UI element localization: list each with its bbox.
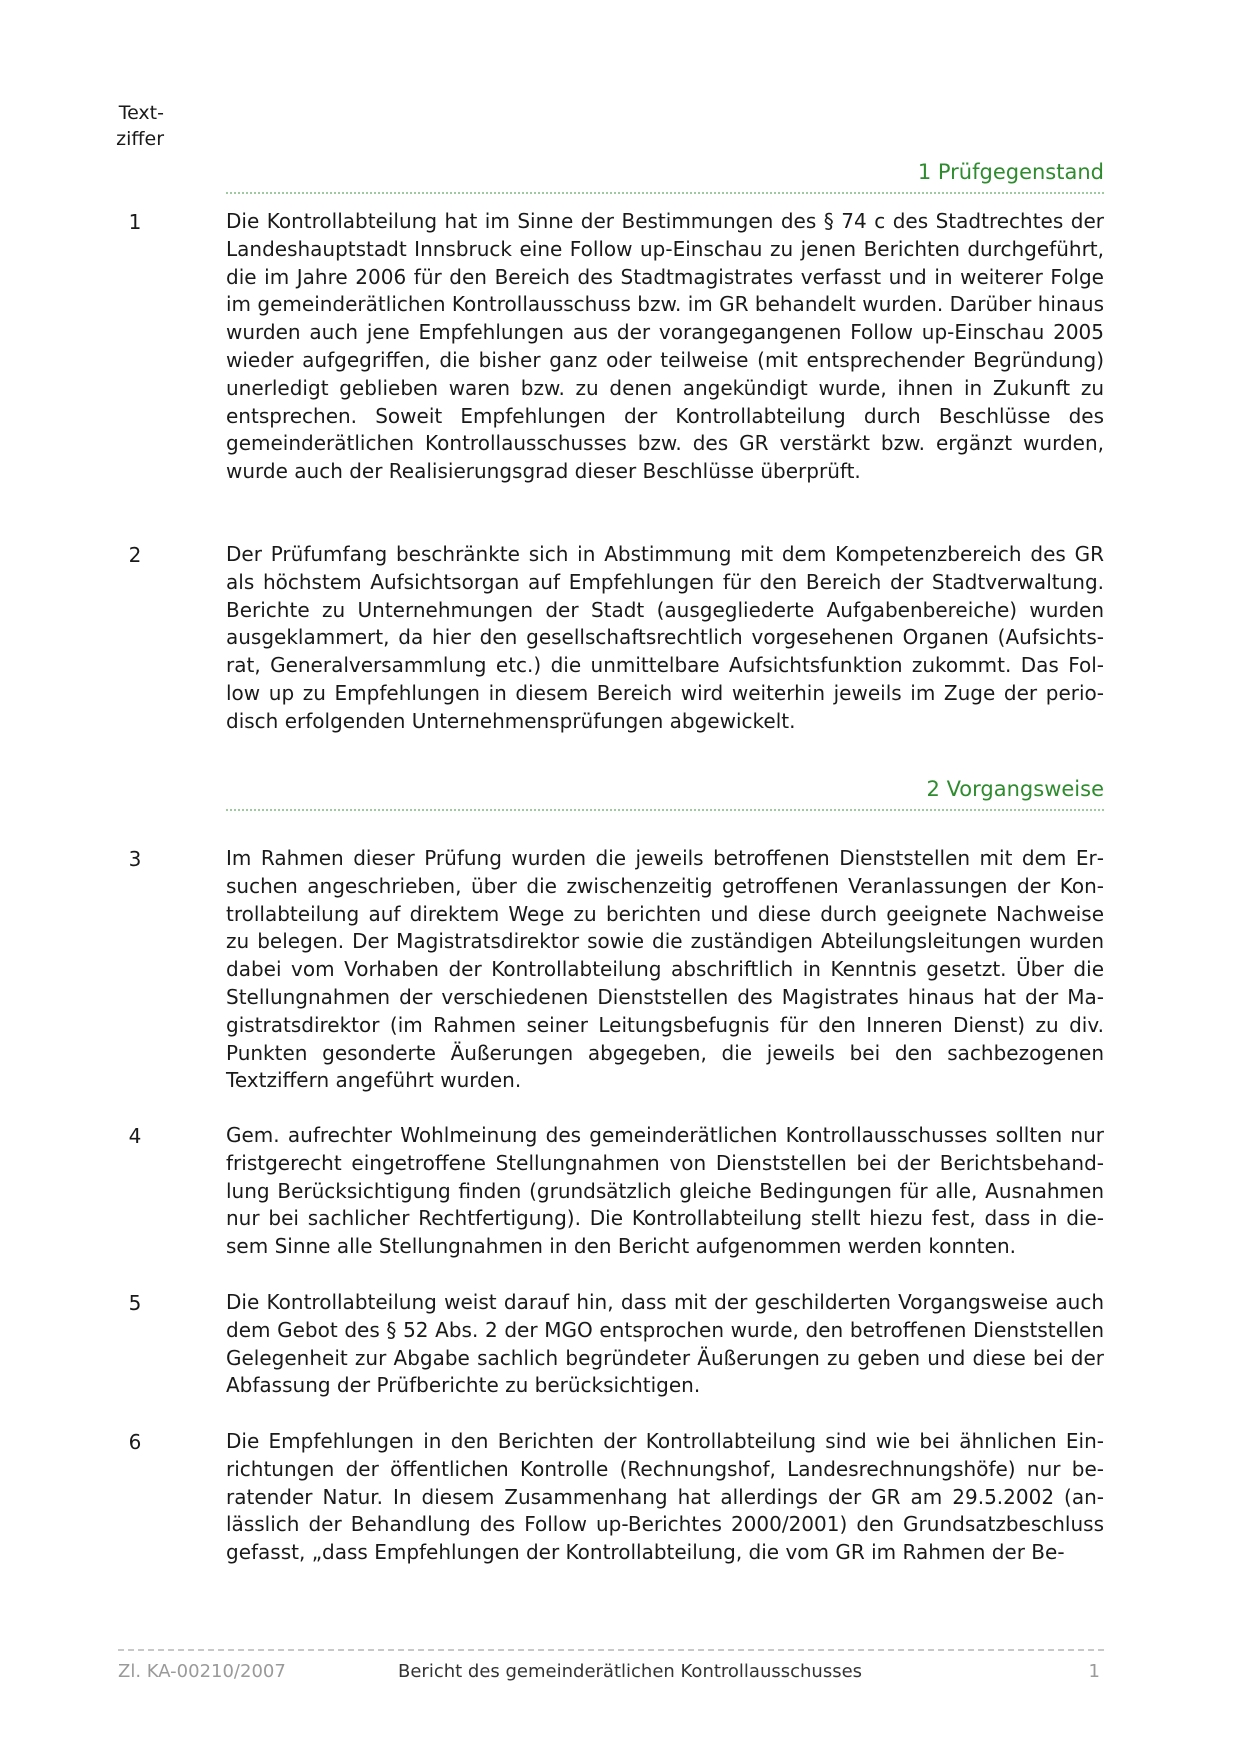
page-footer	[118, 1658, 1104, 1686]
report-title: Bericht des gemeinderätlichen Kontrollausschusses	[398, 1661, 863, 1682]
paragraph-number: 1	[128, 210, 142, 234]
paragraph-text: Die Kontrollabteilung hat im Sinne der Bestimmungen des § 74 c des Stadtrechtes der Landeshauptstadt Innsbruck eine Follow up-Einschau zu jenen Berichten durchgeführt, die im Jahre 2006 für den Bereich des Stadtmagistrates verfasst und in weiterer Folge im gemeinderätlichen Kontrollausschuss bzw. im GR behandelt wurden. Darüber hinaus wurden auch jene Empfehlungen aus der vorangegangenen Follow up-Einschau 2005 wieder aufgegriffen, die bisher ganz oder teilweise (mit entsprechender Begründung) unerledigt geblieben waren bzw. zu denen angekündigt wurde, ihnen in Zukunft zu entsprechen. Soweit Empfehlungen der Kontrollabteilung durch Beschlüsse des gemeinderätlichen Kontrollausschusses bzw. des GR verstärkt bzw. ergänzt wurden, wurde auch der Realisierungsgrad dieser Beschlüsse überprüft.	[226, 209, 1104, 484]
paragraph-text: Die Empfehlungen in den Berichten der Kontrollabteilung sind wie bei ähnlichen Einrichtungen der öffentlichen Kontrolle (Rechnungshof, Landesrechnungshöfe) nur beratender Natur. In diesem Zusammenhang hat allerdings der GR am 29.5.2002 (anlässlich der Behandlung des Follow up-Berichtes 2000/2001) den Grundsatzbeschluss gefasst, „dass Empfehlungen der Kontrollabteilung, die vom GR im Rahmen der Be-	[226, 1429, 1104, 1565]
paragraph-text: Im Rahmen dieser Prüfung wurden die jeweils betroffenen Dienststellen mit dem Ersuchen angeschrieben, über die zwischenzeitig getroffenen Veranlassungen der Kontrollabteilung auf direktem Wege zu berichten und diese durch geeignete Nachweise zu belegen. Der Magistratsdirektor sowie die zuständigen Abteilungsleitungen wurden dabei vom Vorhaben der Kontrollabteilung abschriftlich in Kenntnis gesetzt. Über die Stellungnahmen der verschiedenen Dienststellen des Magistrates hinaus hat der Magistratsdirektor (im Rahmen seiner Leitungsbefugnis für den Inneren Dienst) zu div. Punkten gesonderte Äußerungen abgegeben, die jeweils bei den sachbezogenen Textziffern angeführt wurden.	[226, 846, 1104, 1093]
paragraph-number: 4	[128, 1124, 142, 1148]
paragraph-number: 5	[128, 1291, 142, 1315]
paragraph-number: 2	[128, 543, 142, 567]
margin-column-header	[104, 100, 164, 152]
paragraph-number: 3	[128, 847, 142, 871]
document-reference: Zl. KA-00210/2007	[118, 1661, 286, 1682]
paragraph-text: Die Kontrollabteilung weist darauf hin, dass mit der geschilderten Vorgangsweise auch dem Gebot des § 52 Abs. 2 der MGO entsprochen wurde, den betroffenen Dienststellen Gelegenheit zur Abgabe sachlich begründeter Äußerungen zu geben und diese bei der Abfassung der Prüfberichte zu berücksichtigen.	[226, 1290, 1104, 1398]
section-heading-pruefgegenstand: 1 Prüfgegenstand	[226, 158, 1104, 194]
footer-divider	[118, 1649, 1104, 1651]
paragraph-text: Der Prüfumfang beschränkte sich in Abstimmung mit dem Kompetenzbereich des GR als höchstem Aufsichtsorgan auf Empfehlungen für den Bereich der Stadtverwaltung. Berichte zu Unternehmungen der Stadt (ausgegliederte Aufgabenbereiche) wurden ausgeklammert, da hier den gesellschaftsrechtlich vorgesehenen Organen (Aufsichtsrat, Generalversammlung etc.) die unmittelbare Aufsichtsfunktion zukommt. Das Follow up zu Empfehlungen in diesem Bereich wird weiterhin jeweils im Zuge der periodisch erfolgenden Unternehmensprüfungen abgewickelt.	[226, 542, 1104, 733]
paragraph-text: Gem. aufrechter Wohlmeinung des gemeinderätlichen Kontrollausschusses sollten nur fristgerecht eingetroffene Stellungnahmen von Dienststellen bei der Berichtsbehandlung Berücksichtigung finden (grundsätzlich gleiche Bedingungen für alle, Ausnahmen nur bei sachlicher Rechtfertigung). Die Kontrollabteilung stellt hiezu fest, dass in diesem Sinne alle Stellungnahmen in den Bericht aufgenommen werden konnten.	[226, 1123, 1104, 1259]
paragraph-number: 6	[128, 1430, 142, 1454]
margin-header-line1: Text-	[118, 102, 164, 124]
margin-header-line2: ziffer	[116, 128, 164, 150]
page-number: 1	[1088, 1661, 1100, 1682]
section-heading-vorgangsweise: 2 Vorgangsweise	[226, 775, 1104, 811]
